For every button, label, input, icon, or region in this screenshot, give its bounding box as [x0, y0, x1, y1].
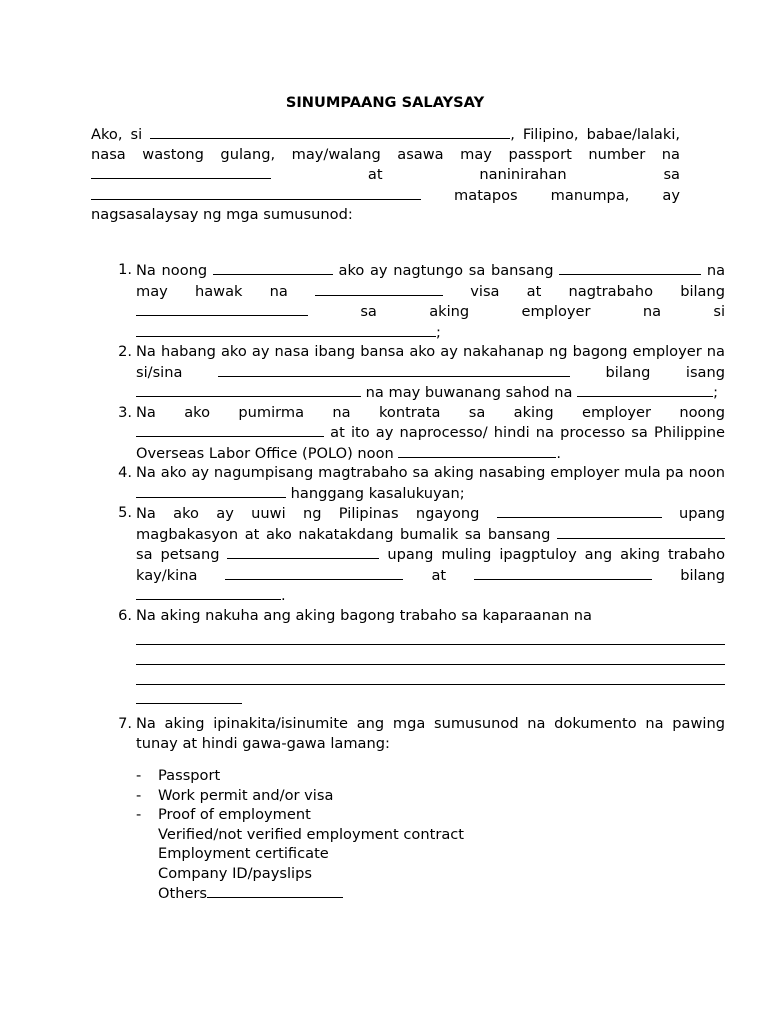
document-label: Verified/not verified employment contract [158, 825, 465, 843]
passport-number-blank[interactable] [91, 164, 271, 179]
country-blank[interactable] [559, 260, 701, 275]
return-petsa-blank[interactable] [227, 544, 379, 559]
polo-date-blank[interactable] [398, 443, 556, 458]
list-item [118, 606, 725, 705]
item-number: 3. [118, 403, 132, 421]
item-text: hanggang kasalukuyan; [290, 484, 465, 502]
item-text: . [281, 587, 286, 604]
item-text: Na ako ay uuwi ng Pilipinas ngayong [136, 505, 480, 522]
return-country-blank[interactable] [557, 524, 725, 539]
item-number: 5. [118, 504, 132, 521]
method-line-1[interactable] [136, 626, 725, 645]
intro-text-4: matapos manumpa, ay nagsasalaysay ng mga sumusunod: [91, 186, 680, 223]
role-blank[interactable] [136, 585, 281, 600]
item-text: Na ako ay nagumpisang magtrabaho sa aking nasabing employer mula pa noon [136, 464, 725, 481]
item-text: bilang [680, 566, 726, 584]
item-text: visa at nagtrabaho bilang [470, 282, 726, 300]
name-blank[interactable] [150, 124, 510, 139]
list-item [118, 714, 725, 753]
list-item [136, 805, 680, 825]
list-item [136, 766, 680, 786]
employer-blank[interactable] [136, 322, 436, 337]
employer-address-blank[interactable] [474, 565, 652, 580]
item-text: sa petsang [136, 546, 220, 563]
document-label: Work permit and/or visa [158, 786, 334, 804]
list-item [136, 883, 680, 904]
item-text: ; [436, 323, 441, 341]
item-text: Na aking ipinakita/isinumite ang mga sumusunod na dokumento na pawing tunay at hindi gawa-gawa lamang: [136, 715, 725, 752]
item-number: 6. [118, 606, 132, 624]
start-date-blank[interactable] [136, 483, 286, 498]
intro-text-2: , Filipino, babae/lalaki, nasa wastong gulang, may/walang asawa may passport number na [91, 126, 681, 163]
document-label: Employment certificate [158, 845, 329, 862]
document-label: Others [158, 885, 208, 902]
item-number: 7. [118, 715, 132, 732]
salary-blank[interactable] [577, 382, 713, 397]
job-title-blank[interactable] [136, 382, 361, 397]
bullet-dash: - [136, 786, 142, 804]
list-item [118, 503, 726, 606]
document-title: SINUMPAANG SALAYSAY [285, 94, 485, 111]
item-text: ; [713, 384, 719, 401]
item-text: . [556, 444, 562, 462]
method-line-4[interactable] [136, 685, 242, 704]
others-blank[interactable] [207, 883, 343, 898]
position-blank[interactable] [136, 301, 308, 316]
bullet-dash: - [136, 767, 142, 784]
address-blank[interactable] [91, 185, 421, 200]
contract-date-blank[interactable] [136, 422, 324, 437]
statement-list [91, 260, 725, 753]
document-label: Company ID/payslips [158, 864, 312, 882]
item-text: Na ako pumirma na kontrata sa aking employer noong [136, 403, 725, 421]
item-text: Na aking nakuha ang aking bagong trabaho sa kaparaanan na [136, 606, 592, 624]
list-item [118, 260, 726, 342]
visa-type-blank[interactable] [315, 281, 443, 296]
intro-text-3: at naninirahan sa [367, 166, 680, 183]
new-employer-blank[interactable] [218, 362, 570, 377]
item-text: na may hawak na [136, 262, 726, 300]
bullet-dash: - [136, 806, 142, 823]
item-text: sa aking employer na si [360, 303, 725, 320]
item-text: ako ay nagtungo sa bansang [338, 262, 554, 279]
documents-list [136, 766, 680, 904]
method-line-3[interactable] [136, 666, 725, 685]
item-text: upang muling ipagptuloy ang aking trabaho kay/kina [136, 546, 726, 584]
item-text: na may buwanang sahod na [365, 384, 573, 401]
list-item [118, 342, 726, 403]
item-text: upang magbakasyon at ako nakatakdang bumalik sa bansang [136, 505, 725, 543]
document-label: Proof of employment [158, 806, 311, 823]
list-item [136, 844, 680, 864]
intro-paragraph [91, 124, 680, 225]
list-item [118, 403, 726, 464]
item-text: bilang isang [605, 363, 726, 381]
item-text: at [431, 566, 447, 584]
list-item [136, 864, 680, 884]
item-number: 4. [118, 464, 132, 481]
item-text: Na noong [136, 262, 208, 279]
date-blank[interactable] [213, 260, 333, 275]
list-item [136, 786, 680, 806]
item-number: 1. [118, 261, 132, 278]
method-line-2[interactable] [136, 646, 725, 665]
item-text: Na habang ako ay nasa ibang bansa ako ay nakahanap ng bagong employer na si/sina [136, 343, 725, 381]
employer-name-blank[interactable] [225, 565, 403, 580]
item-number: 2. [118, 343, 132, 360]
list-item [118, 463, 725, 503]
item-text: at ito ay naprocesso/ hindi na processo sa Philippine Overseas Labor Office (POLO) noon [136, 424, 726, 462]
list-item [136, 825, 680, 845]
document-label: Passport [158, 767, 221, 784]
return-date-blank[interactable] [497, 503, 662, 518]
intro-text-1: Ako, si [91, 126, 143, 143]
